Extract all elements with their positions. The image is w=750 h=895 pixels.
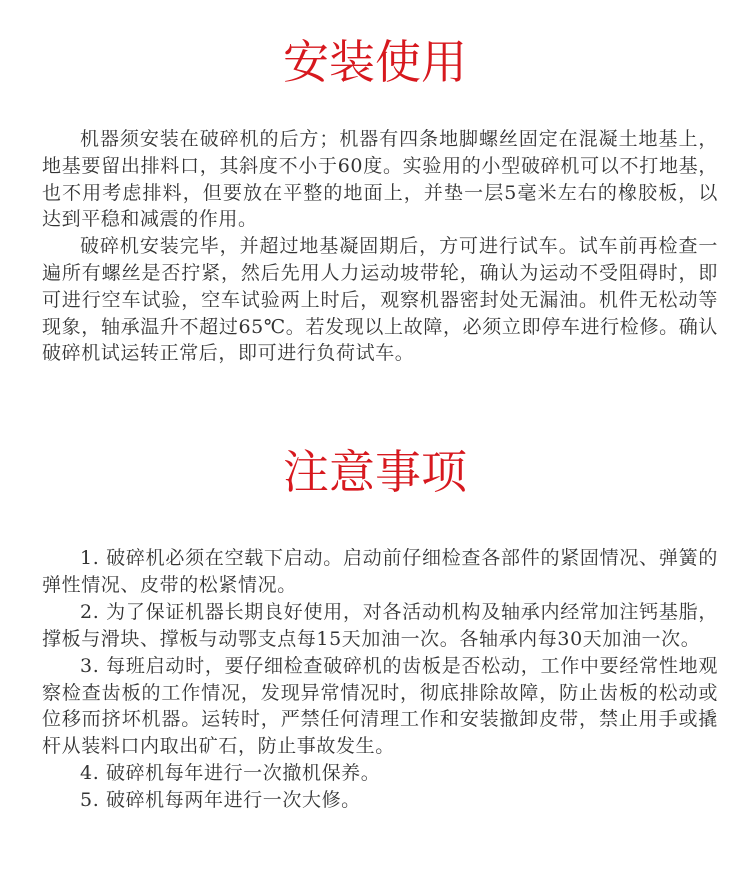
notes-section-title: 注意事项 (283, 445, 467, 499)
notes-item: 4. 破碎机每年进行一次撤机保养。 (80, 762, 381, 785)
install-paragraph: 破碎机安装完毕，并超过地基凝固期后，方可进行试车。试车前再检查一遍所有螺丝是否拧紧，然后先用人力运动坡带轮，确认为运动不受阻碍时，即可进行空车试验，空车试验两上时后，观察机器密封处无漏油。机件无松动等现象，轴承温升不超过65℃。若发现以上故障，必须立即停车进行检修。确认破碎机试运转正常后，即可进行负荷试车。 (42, 235, 718, 365)
notes-item: 5. 破碎机每两年进行一次大修。 (80, 789, 361, 812)
notes-item: 1. 破碎机必须在空载下启动。启动前仔细检查各部件的紧固情况、弹簧的弹性情况、皮带的松紧情况。 (42, 547, 718, 596)
install-section-title: 安装使用 (283, 35, 467, 89)
install-paragraph: 机器须安装在破碎机的后方；机器有四条地脚螺丝固定在混凝土地基上，地基要留出排料口，其斜度不小于60度。实验用的小型破碎机可以不打地基，也不用考虑排料，但要放在平整的地面上，并垫一层5毫米左右的橡胶板，以达到平稳和减震的作用。 (42, 128, 718, 231)
notes-section-body (42, 545, 718, 814)
install-section-body (42, 126, 718, 367)
notes-item: 2. 为了保证机器长期良好使用，对各活动机构及轴承内经常加注钙基脂，撑板与滑块、撑板与动鄂支点每15天加油一次。各轴承内每30天加油一次。 (42, 600, 718, 650)
notes-item: 3. 每班启动时，要仔细检查破碎机的齿板是否松动，工作中要经常性地观察检查齿板的工作情况，发现异常情况时，彻底排除故障，防止齿板的松动或位移而挤坏机器。运转时，严禁任何清理工作和安装撤卸皮带，禁止用手或撬杆从装料口内取出矿石，防止事故发生。 (42, 654, 718, 758)
